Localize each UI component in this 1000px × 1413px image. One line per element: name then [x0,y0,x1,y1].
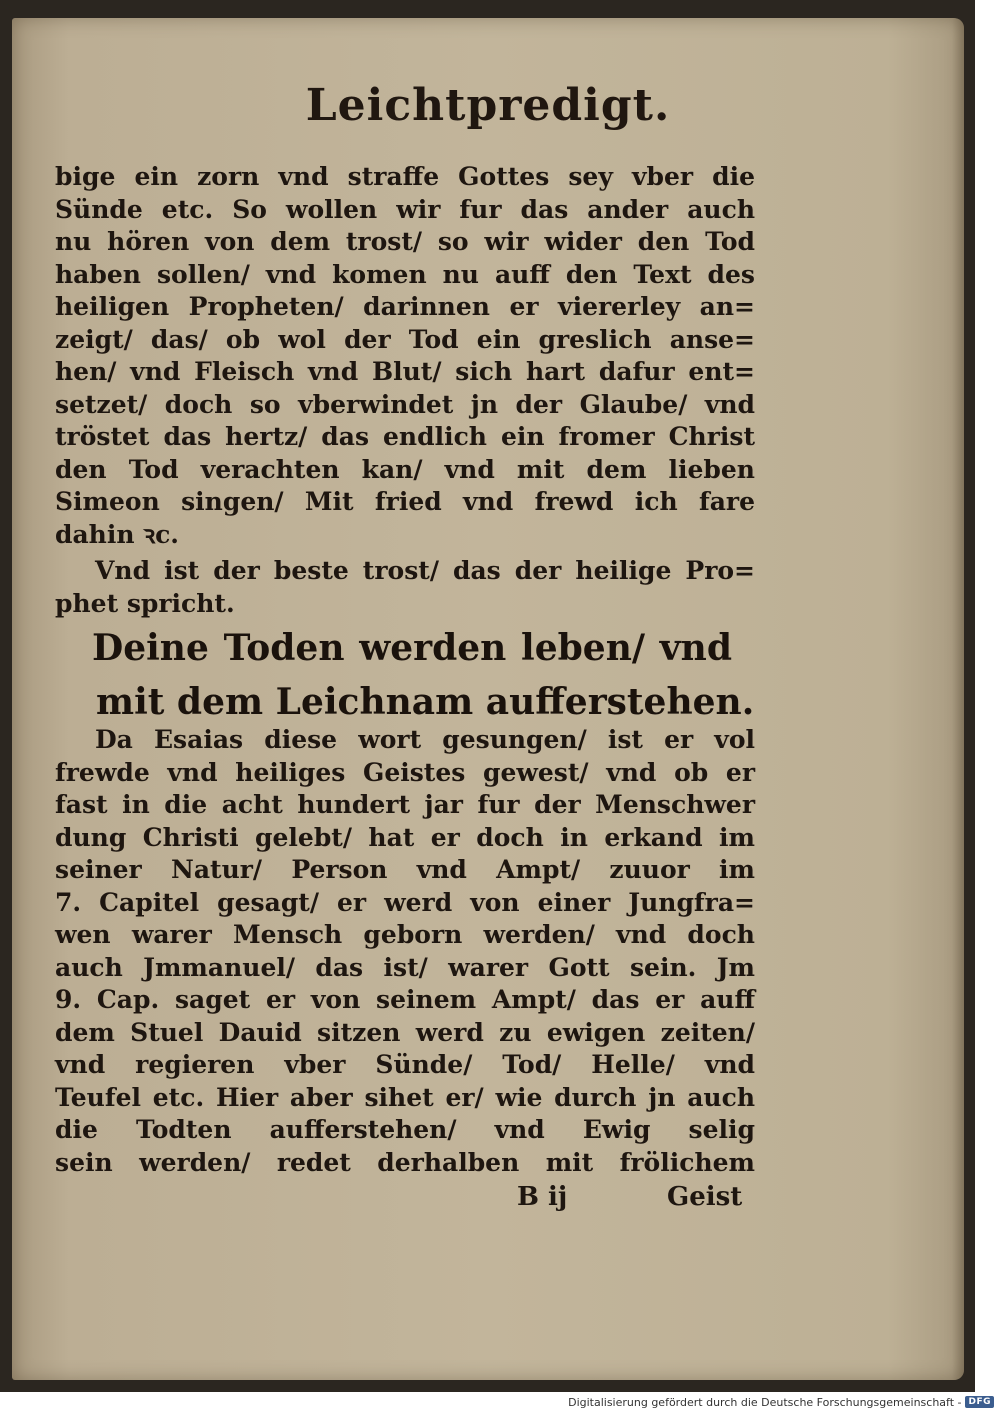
text-line: vnd regieren vber Sünde/ Tod/ Helle/ vnd [55,1050,755,1079]
text-line: bige ein zorn vnd straffe Gottes sey vber die [55,162,755,191]
text-line: tröstet das hertz/ das endlich ein fromer Christ [55,422,755,451]
running-header: Leichtpredigt. [305,80,671,131]
catchword: Geist [667,1182,743,1212]
quote-line: mit dem Leichnam aufferstehen. [96,681,755,723]
text-line: setzet/ doch so vberwindet jn der Glaube/ vnd [55,389,755,419]
text-line: dahin ꝛc. [55,519,180,549]
text-line: auch Jmmanuel/ das ist/ warer Gott sein. Jm [55,952,755,982]
text-line: Simeon singen/ Mit fried vnd frewd ich fare [55,487,755,516]
text-line: 9. Cap. saget er von seinem Ampt/ das er auff [55,985,755,1014]
text-line: seiner Natur/ Person vnd Ampt/ zuuor im [55,855,755,884]
text-line: 7. Capitel gesagt/ er werd von einer Jungfra= [55,887,755,917]
scripture-quote [92,621,755,729]
dfg-logo: DFG [965,1396,994,1408]
signature-mark: B ij [517,1182,568,1212]
text-line: Vnd ist der beste trost/ das der heilige Pro= [95,556,755,585]
paragraph-2 [55,555,755,620]
digitization-credit [568,1394,994,1410]
paragraph-3 [55,724,755,1179]
text-line: dem Stuel Dauid sitzen werd zu ewigen zeiten/ [55,1017,755,1047]
text-line: fast in die acht hundert jar fur der Menschwer [55,790,755,819]
text-line: haben sollen/ vnd komen nu auff den Text des [55,259,755,289]
quote-line: Deine Toden werden leben/ vnd [92,627,732,669]
text-line: dung Christi gelebt/ hat er doch in erkand im [55,822,755,852]
text-line: wen warer Mensch geborn werden/ vnd doch [55,920,755,949]
credit-text: Digitalisierung gefördert durch die Deutsche Forschungsgemeinschaft - [568,1395,962,1409]
text-line: Da Esaias diese wort gesungen/ ist er vol [95,725,755,754]
text-line: den Tod verachten kan/ vnd mit dem lieben [55,454,755,484]
text-line: zeigt/ das/ ob wol der Tod ein greslich anse= [55,324,755,354]
text-line: hen/ vnd Fleisch vnd Blut/ sich hart dafur ent= [55,357,755,386]
text-line: nu hören von dem trost/ so wir wider den Tod [55,227,755,256]
text-line: sein werden/ redet derhalben mit frölichem [55,1147,755,1177]
text-line: Sünde etc. So wollen wir fur das ander auch [55,194,755,224]
text-line: die Todten aufferstehen/ vnd Ewig selig [55,1115,755,1144]
book-page [12,18,964,1380]
text-line: heiligen Propheten/ darinnen er viererley an= [55,292,755,321]
text-line: frewde vnd heiliges Geistes gewest/ vnd ob er [55,757,755,787]
text-line: Teufel etc. Hier aber sihet er/ wie durch jn auch [55,1082,755,1112]
paragraph-1 [55,161,755,551]
page-edge-shadow [952,18,964,1380]
text-line: phet spricht. [55,588,235,618]
